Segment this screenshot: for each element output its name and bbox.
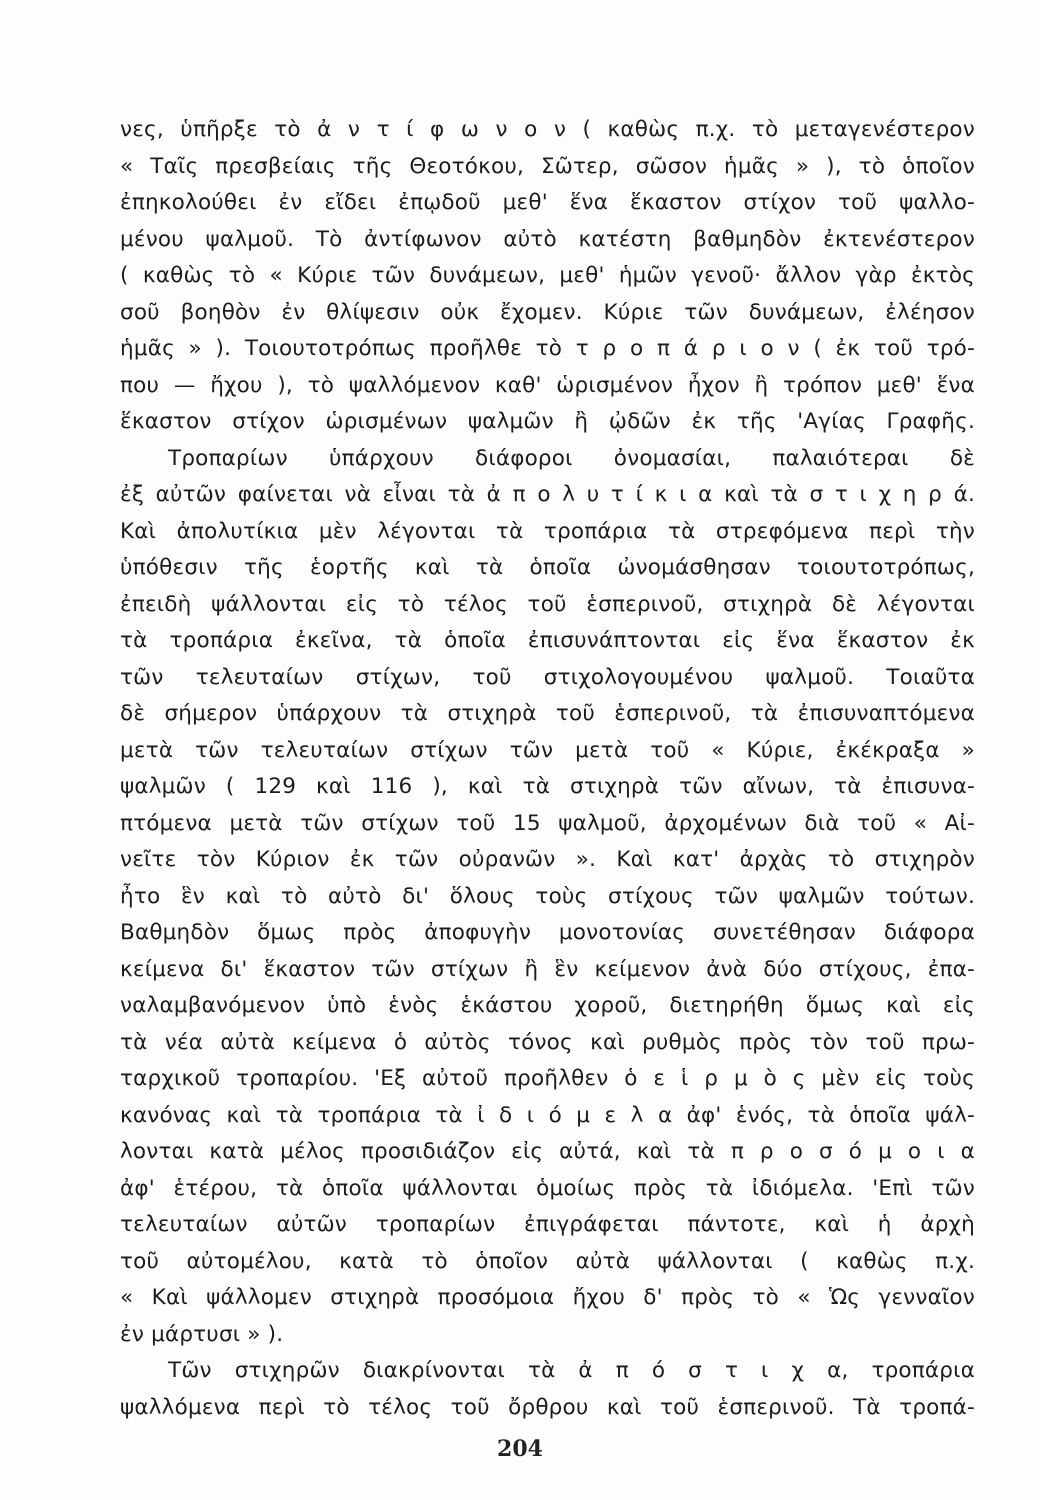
text-line: « Καὶ ψάλλομεν στιχηρὰ προσόμοια ἤχου δ' πρὸς τὸ « Ὡς γενναῖον — [120, 1285, 975, 1310]
text-line: μετὰ τῶν τελευταίων στίχων τῶν μετὰ τοῦ « Κύριε, ἐκέκραξα » — [120, 737, 975, 763]
text-line: ( καθὼς τὸ « Κύριε τῶν δυνάμεων, μεθ' ἡμῶν γενοῦ· ἄλλον γὰρ ἐκτὸς — [120, 263, 975, 288]
text-line: Καὶ ἀπολυτίκια μὲν λέγονται τὰ τροπάρια τὰ στρεφόμενα περὶ τὴν — [120, 518, 975, 544]
text-line: που — ἤχου ), τὸ ψαλλόμενον καθ' ὡρισμένον ἦχον ἢ τρόπον μεθ' ἕνα — [120, 372, 975, 398]
text-line: ἀφ' ἑτέρου, τὰ ὁποῖα ψάλλονται ὁμοίως πρὸς τὰ ἰδιόμελα. 'Επὶ τῶν — [120, 1175, 975, 1201]
text-line: τὰ νέα αὐτὰ κείμενα ὁ αὐτὸς τόνος καὶ ρυθμὸς πρὸς τὸν τοῦ πρω- — [120, 1029, 975, 1055]
text-line: ἐν μάρτυσι » ). — [120, 1321, 284, 1347]
text-line: ψαλλόμενα περὶ τὸ τέλος τοῦ ὄρθρου καὶ τοῦ ἑσπερινοῦ. Τὰ τροπά- — [120, 1394, 975, 1420]
text-line: κείμενα δι' ἕκαστον τῶν στίχων ἢ ἓν κείμενον ἀνὰ δύο στίχους, ἐπα- — [120, 956, 975, 982]
text-line: λονται κατὰ μέλος προσιδιάζον εἰς αὐτά, καὶ τὰ π ρ ο σ ό μ ο ι α — [120, 1139, 975, 1164]
text-line: « Ταῖς πρεσβείαις τῆς Θεοτόκου, Σῶτερ, σῶσον ἡμᾶς » ), τὸ ὁποῖον — [120, 153, 975, 179]
text-line: τῶν τελευταίων στίχων, τοῦ στιχολογουμένου ψαλμοῦ. Τοιαῦτα — [120, 664, 975, 690]
text-line: δὲ σήμερον ὑπάρχουν τὰ στιχηρὰ τοῦ ἑσπερινοῦ, τὰ ἐπισυναπτόμενα — [120, 701, 975, 726]
text-line: ψαλμῶν ( 129 καὶ 116 ), καὶ τὰ στιχηρὰ τῶν αἴνων, τὰ ἐπισυνα- — [120, 774, 975, 799]
page-number: 204 — [497, 1436, 543, 1462]
text-line: Τῶν στιχηρῶν διακρίνονται τὰ ἀ π ό σ τ ι χ α, τροπάρια — [168, 1358, 975, 1383]
text-line: ταρχικοῦ τροπαρίου. 'Εξ αὐτοῦ προῆλθεν ὁ ε ἱ ρ μ ὸ ς μὲν εἰς τοὺς — [120, 1066, 975, 1091]
text-line: ἐπηκολούθει ἐν εἴδει ἐπῳδοῦ μεθ' ἕνα ἕκαστον στίχον τοῦ ψαλλο- — [120, 190, 975, 215]
text-line: ναλαμβανόμενον ὑπὸ ἑνὸς ἑκάστου χοροῦ, διετηρήθη ὅμως καὶ εἰς — [120, 993, 975, 1018]
text-line: ἐπειδὴ ψάλλονται εἰς τὸ τέλος τοῦ ἑσπερινοῦ, στιχηρὰ δὲ λέγονται — [120, 591, 975, 617]
text-line: νες, ὑπῆρξε τὸ ἀ ν τ ί φ ω ν ο ν ( καθὼς π.χ. τὸ μεταγενέστερον — [120, 117, 975, 142]
text-line: τὰ τροπάρια ἐκεῖνα, τὰ ὁποῖα ἐπισυνάπτονται εἰς ἕνα ἕκαστον ἐκ — [120, 628, 975, 653]
text-line: Τροπαρίων ὑπάρχουν διάφοροι ὀνομασίαι, παλαιότεραι δὲ — [168, 445, 975, 471]
text-line: ἕκαστον στίχον ὡρισμένων ψαλμῶν ἢ ᾠδῶν ἐκ τῆς 'Αγίας Γραφῆς. — [120, 409, 975, 434]
text-line: νεῖτε τὸν Κύριον ἐκ τῶν οὐρανῶν ». Καὶ κατ' ἀρχὰς τὸ στιχηρὸν — [120, 847, 975, 872]
text-line: τοῦ αὐτομέλου, κατὰ τὸ ὁποῖον αὐτὰ ψάλλονται ( καθὼς π.χ. — [120, 1248, 975, 1274]
text-line: μένου ψαλμοῦ. Τὸ ἀντίφωνον αὐτὸ κατέστη βαθμηδὸν ἐκτενέστερον — [120, 226, 975, 252]
text-line: πτόμενα μετὰ τῶν στίχων τοῦ 15 ψαλμοῦ, ἀρχομένων διὰ τοῦ « Αἰ- — [120, 810, 975, 836]
text-line: ὑπόθεσιν τῆς ἑορτῆς καὶ τὰ ὁποῖα ὠνομάσθησαν τοιουτοτρόπως, — [120, 555, 975, 580]
text-line: κανόνας καὶ τὰ τροπάρια τὰ ἰ δ ι ό μ ε λ α ἀφ' ἑνός, τὰ ὁποῖα ψάλ- — [120, 1102, 975, 1128]
text-line: ἦτο ἓν καὶ τὸ αὐτὸ δι' ὅλους τοὺς στίχους τῶν ψαλμῶν τούτων. — [120, 883, 975, 909]
body-text — [120, 112, 975, 1426]
text-line: Βαθμηδὸν ὅμως πρὸς ἀποφυγὴν μονοτονίας συνετέθησαν διάφορα — [120, 920, 975, 945]
text-line: τελευταίων αὐτῶν τροπαρίων ἐπιγράφεται πάντοτε, καὶ ἡ ἀρχὴ — [120, 1212, 975, 1237]
text-line: σοῦ βοηθὸν ἐν θλίψεσιν οὐκ ἔχομεν. Κύριε τῶν δυνάμεων, ἐλέησον — [120, 299, 975, 325]
text-line: ἡμᾶς » ). Τοιουτοτρόπως προῆλθε τὸ τ ρ ο π ά ρ ι ο ν ( ἐκ τοῦ τρό- — [120, 336, 975, 361]
text-line: ἐξ αὐτῶν φαίνεται νὰ εἶναι τὰ ἀ π ο λ υ τ ί κ ι α καὶ τὰ σ τ ι χ η ρ ά. — [120, 482, 975, 507]
